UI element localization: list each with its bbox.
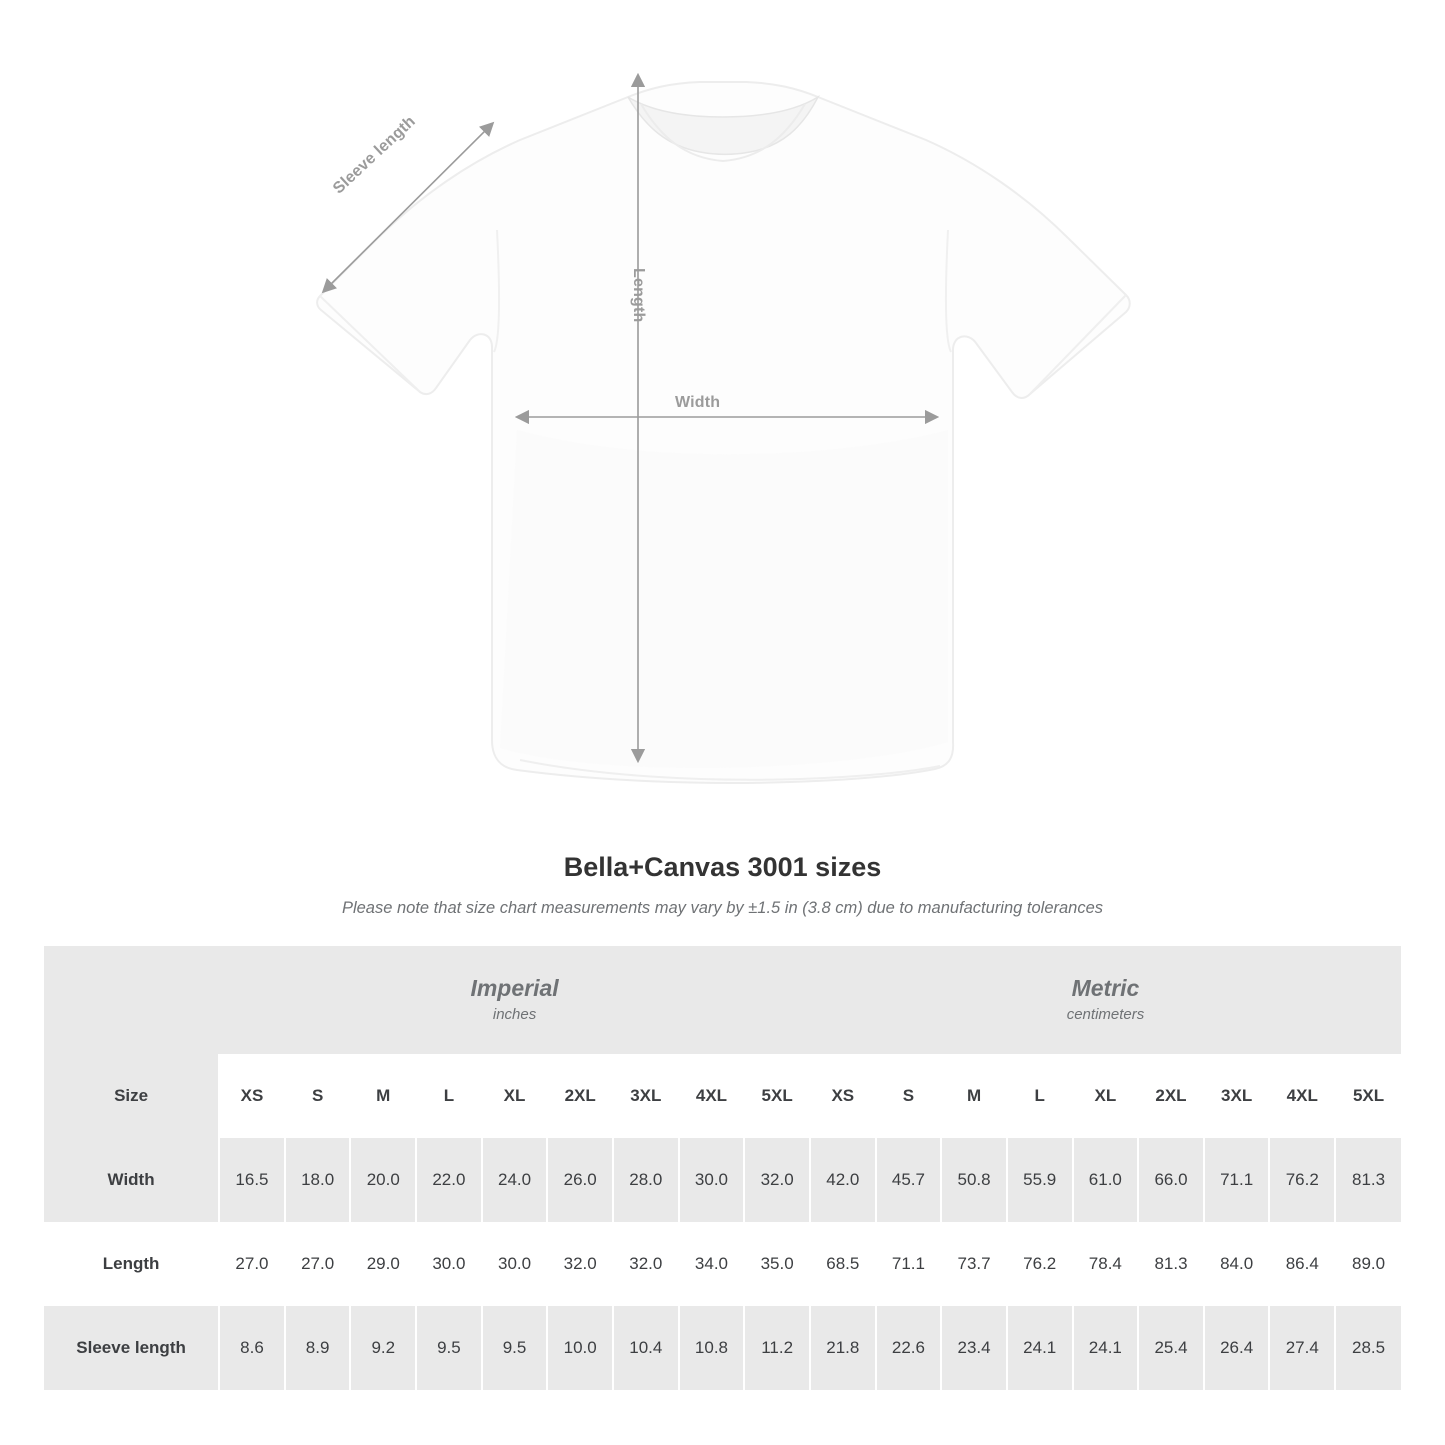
value-cell: 18.0 [285, 1138, 351, 1222]
value-cell: 86.4 [1269, 1222, 1335, 1306]
size-cell: XS [219, 1054, 285, 1138]
size-table-wrapper [44, 946, 1401, 1390]
value-cell: 55.9 [1007, 1138, 1073, 1222]
table-row [44, 1222, 1401, 1306]
value-cell: 22.0 [416, 1138, 482, 1222]
value-cell: 27.0 [285, 1222, 351, 1306]
size-cell: 4XL [679, 1054, 745, 1138]
row-label-length: Length [44, 1222, 219, 1306]
value-cell: 73.7 [941, 1222, 1007, 1306]
size-cell: L [416, 1054, 482, 1138]
size-cell: M [350, 1054, 416, 1138]
row-label-size: Size [44, 1054, 219, 1138]
value-cell: 26.0 [547, 1138, 613, 1222]
value-cell: 27.0 [219, 1222, 285, 1306]
unit-header-imperial-name: Imperial [470, 975, 559, 1002]
page-title: Bella+Canvas 3001 sizes [563, 852, 882, 882]
value-cell: 68.5 [810, 1222, 876, 1306]
size-cell: 3XL [1204, 1054, 1270, 1138]
value-cell: 78.4 [1073, 1222, 1139, 1306]
size-cell: S [285, 1054, 351, 1138]
unit-header-spacer [44, 946, 219, 1054]
value-cell: 66.0 [1138, 1138, 1204, 1222]
value-cell: 10.4 [613, 1306, 679, 1390]
unit-header-imperial [219, 946, 810, 1054]
value-cell: 8.9 [285, 1306, 351, 1390]
value-cell: 42.0 [810, 1138, 876, 1222]
size-header-row [44, 1054, 1401, 1138]
value-cell: 16.5 [219, 1138, 285, 1222]
value-cell: 30.0 [679, 1138, 745, 1222]
value-cell: 28.5 [1335, 1306, 1401, 1390]
size-cell: 2XL [547, 1054, 613, 1138]
value-cell: 81.3 [1335, 1138, 1401, 1222]
size-cell: 2XL [1138, 1054, 1204, 1138]
width-label: Width [675, 394, 721, 411]
value-cell: 9.2 [350, 1306, 416, 1390]
size-cell: M [941, 1054, 1007, 1138]
value-cell: 71.1 [876, 1222, 942, 1306]
size-cell: L [1007, 1054, 1073, 1138]
size-cell: 4XL [1269, 1054, 1335, 1138]
value-cell: 32.0 [613, 1222, 679, 1306]
value-cell: 21.8 [810, 1306, 876, 1390]
value-cell: 76.2 [1269, 1138, 1335, 1222]
title-block [0, 852, 1445, 918]
value-cell: 45.7 [876, 1138, 942, 1222]
sleeve-length-label: Sleeve length [330, 112, 419, 198]
value-cell: 11.2 [744, 1306, 810, 1390]
size-cell: XL [482, 1054, 548, 1138]
value-cell: 76.2 [1007, 1222, 1073, 1306]
value-cell: 34.0 [679, 1222, 745, 1306]
value-cell: 32.0 [547, 1222, 613, 1306]
value-cell: 26.4 [1204, 1306, 1270, 1390]
value-cell: 24.0 [482, 1138, 548, 1222]
value-cell: 23.4 [941, 1306, 1007, 1390]
value-cell: 9.5 [482, 1306, 548, 1390]
size-cell: XS [810, 1054, 876, 1138]
unit-header-metric [810, 946, 1401, 1054]
value-cell: 10.0 [547, 1306, 613, 1390]
tolerance-note: Please note that size chart measurements may vary by ±1.5 in (3.8 cm) due to manufacturing tolerances [341, 899, 1104, 917]
unit-header-row [44, 946, 1401, 1054]
row-label-sleeve-length: Sleeve length [44, 1306, 219, 1390]
unit-header-imperial-sub: inches [492, 1006, 537, 1024]
unit-header-metric-sub: centimeters [1066, 1006, 1145, 1024]
tshirt-shape [317, 82, 1130, 783]
value-cell: 32.0 [744, 1138, 810, 1222]
value-cell: 20.0 [350, 1138, 416, 1222]
value-cell: 27.4 [1269, 1306, 1335, 1390]
size-cell: 3XL [613, 1054, 679, 1138]
value-cell: 84.0 [1204, 1222, 1270, 1306]
value-cell: 89.0 [1335, 1222, 1401, 1306]
value-cell: 22.6 [876, 1306, 942, 1390]
size-cell: XL [1073, 1054, 1139, 1138]
value-cell: 28.0 [613, 1138, 679, 1222]
size-cell: 5XL [1335, 1054, 1401, 1138]
value-cell: 30.0 [416, 1222, 482, 1306]
value-cell: 81.3 [1138, 1222, 1204, 1306]
value-cell: 24.1 [1007, 1306, 1073, 1390]
value-cell: 35.0 [744, 1222, 810, 1306]
value-cell: 50.8 [941, 1138, 1007, 1222]
table-row [44, 1306, 1401, 1390]
size-cell: 5XL [744, 1054, 810, 1138]
value-cell: 25.4 [1138, 1306, 1204, 1390]
value-cell: 71.1 [1204, 1138, 1270, 1222]
size-cell: S [876, 1054, 942, 1138]
row-label-width: Width [44, 1138, 219, 1222]
value-cell: 8.6 [219, 1306, 285, 1390]
value-cell: 61.0 [1073, 1138, 1139, 1222]
length-label: Length [630, 268, 647, 323]
unit-header-metric-name: Metric [1071, 975, 1140, 1002]
size-table [44, 946, 1401, 1390]
value-cell: 24.1 [1073, 1306, 1139, 1390]
value-cell: 10.8 [679, 1306, 745, 1390]
value-cell: 29.0 [350, 1222, 416, 1306]
value-cell: 9.5 [416, 1306, 482, 1390]
table-row [44, 1138, 1401, 1222]
value-cell: 30.0 [482, 1222, 548, 1306]
